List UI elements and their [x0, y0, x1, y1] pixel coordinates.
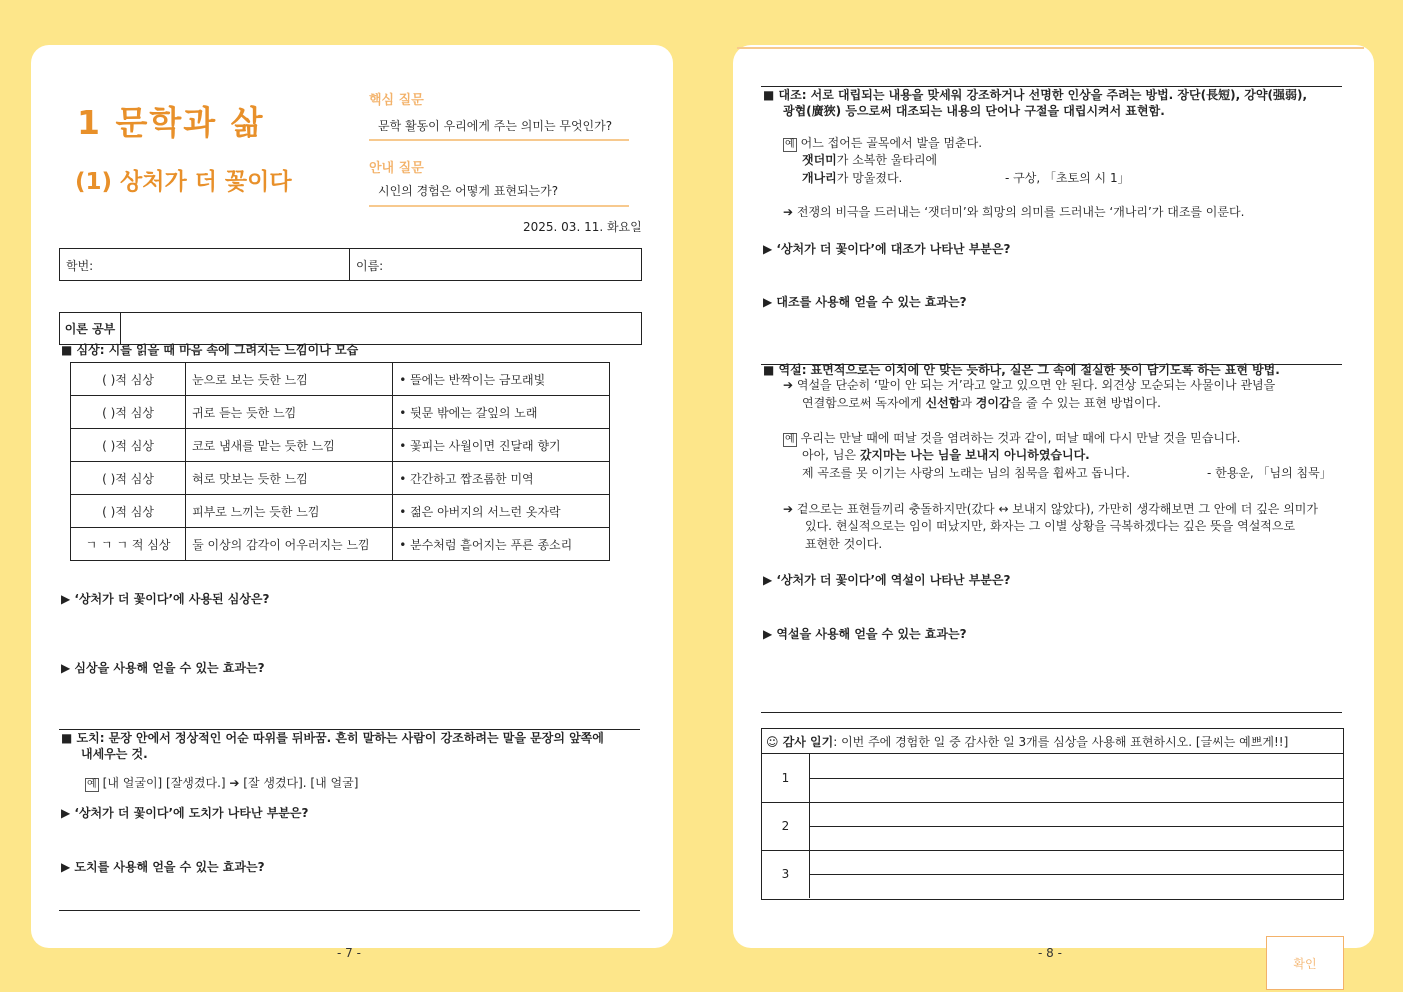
text: 아아, 님은 — [802, 448, 860, 462]
theory-box — [59, 312, 642, 345]
daejo-example-line1 — [783, 135, 982, 152]
divider — [761, 712, 1342, 713]
diary-entry-line[interactable] — [810, 802, 1343, 827]
guide-question: 시인의 경험은 어떻게 표현되는가? — [378, 184, 559, 198]
simsang-row — [71, 429, 610, 462]
name-label: 이름: — [356, 259, 384, 273]
page-left — [31, 45, 673, 948]
diary-instruction: : 이번 주에 경험한 일 중 감사한 일 3개를 심상을 사용해 표현하시오. [글씨는 예쁘게!!] — [833, 735, 1289, 749]
yeok-note2-end: 표현한 것이다. — [805, 537, 883, 551]
yeok-note2: ➔ 겉으로는 표현들끼리 충돌하지만(갔다 ↔ 보내지 않았다), 가만히 생각해보면 그 안에 더 깊은 의미가 — [783, 502, 1318, 516]
page-right — [733, 45, 1374, 948]
simsang-row — [71, 363, 610, 396]
question-yeok-effect: ▶ 역설을 사용해 얻을 수 있는 효과는? — [763, 627, 967, 641]
simsang-example: • 꽃피는 사월이면 진달래 향기 — [393, 429, 610, 462]
diary-row-number: 3 — [762, 850, 810, 898]
simsang-row — [71, 528, 610, 561]
text: 우리는 만날 때에 떠날 것을 염려하는 것과 같이, 떠날 때에 다시 만날 것을 믿습니다. — [800, 431, 1241, 445]
example-icon: 예 — [87, 779, 97, 790]
yeok-note1: ➔ 역설을 단순히 ‘말이 안 되는 거’라고 알고 있으면 안 된다. 외견상 모순되는 사물이나 관념을 — [783, 378, 1276, 392]
diary-entry-line[interactable] — [810, 826, 1343, 851]
student-no-label: 학번: — [66, 259, 94, 273]
student-no-field[interactable] — [60, 249, 350, 280]
text: 연결함으로써 독자에게 — [802, 396, 926, 410]
text: 잿더미 — [802, 153, 837, 167]
simsang-type: ( )적 심상 — [71, 396, 186, 429]
simsang-example: • 젊은 아버지의 서느런 옷자락 — [393, 495, 610, 528]
diary-row-number: 1 — [762, 754, 810, 803]
text: 개나리 — [802, 171, 837, 185]
yeok-example-line2 — [802, 447, 1090, 464]
diary-entry-line[interactable] — [810, 754, 1343, 779]
question-dochi-used: ▶ ‘상처가 더 꽃이다’에 도치가 나타난 부분은? — [61, 806, 309, 820]
simsang-description: 둘 이상의 감각이 어우러지는 느낌 — [186, 528, 393, 561]
page-number-left: - 7 - — [337, 946, 361, 960]
text: 을 줄 수 있는 표현 방법이다. — [1010, 396, 1161, 410]
name-field[interactable] — [350, 249, 641, 280]
yeok-definition: ■ 역설: 표면적으로는 이치에 안 맞는 듯하나, 실은 그 속에 절실한 뜻이 담기도록 하는 표현 방법. — [763, 363, 1280, 377]
divider — [369, 205, 629, 207]
simsang-description: 눈으로 보는 듯한 느낌 — [186, 363, 393, 396]
diary-row-number: 2 — [762, 802, 810, 851]
text: 가 소복한 울타리에 — [836, 153, 938, 167]
yeok-example-line3: 제 곡조를 못 이기는 사랑의 노래는 님의 침묵을 휩싸고 돕니다. — [802, 466, 1130, 480]
simsang-type: ( )적 심상 — [71, 462, 186, 495]
simsang-row — [71, 462, 610, 495]
student-info-box — [59, 248, 642, 281]
simsang-description: 혀로 맛보는 듯한 느낌 — [186, 462, 393, 495]
daejo-note: ➔ 전쟁의 비극을 드러내는 ‘잿더미’와 희망의 의미를 드러내는 ‘개나리’가 대조를 이룬다. — [783, 205, 1245, 219]
chapter-title: 1 문학과 삶 — [77, 103, 265, 142]
text: 신선함 — [925, 396, 961, 410]
daejo-definition-cont: 광협(廣狹) 등으로써 대조되는 내용의 단어나 구절을 대립시켜서 표현함. — [783, 104, 1165, 118]
simsang-example: • 뜰에는 반짝이는 금모래빛 — [393, 363, 610, 396]
text: 가 망울졌다. — [836, 171, 903, 185]
yeok-note1-cont — [802, 395, 1161, 412]
text: 경이감 — [975, 396, 1011, 410]
simsang-type: ㄱ ㄱ ㄱ 적 심상 — [71, 528, 186, 561]
top-divider — [737, 47, 1364, 49]
confirm-button[interactable]: 확인 — [1266, 936, 1344, 990]
dochi-definition: ■ 도치: 문장 안에서 정상적인 어순 따위를 뒤바꿈. 흔히 말하는 사람이 강조하려는 말을 문장의 앞쪽에 — [61, 731, 604, 745]
core-question: 문학 활동이 우리에게 주는 의미는 무엇인가? — [378, 119, 613, 133]
yeok-note2-cont: 있다. 현실적으로는 임이 떠났지만, 화자는 그 이별 상황을 극복하겠다는 깊은 뜻을 역설적으로 — [805, 519, 1296, 533]
divider — [59, 910, 640, 911]
text: 어느 접어든 골목에서 발을 멈춘다. — [800, 136, 983, 150]
question-dochi-effect: ▶ 도치를 사용해 얻을 수 있는 효과는? — [61, 860, 265, 874]
gratitude-diary — [761, 728, 1344, 900]
diary-title: ☺ 감사 일기 — [766, 735, 834, 749]
theory-label: 이론 공부 — [60, 313, 121, 344]
daejo-example-line2 — [802, 152, 937, 169]
divider — [369, 139, 629, 141]
simsang-row — [71, 495, 610, 528]
simsang-definition: ■ 심상: 시를 읽을 때 마음 속에 그려지는 느낌이나 모습 — [61, 343, 359, 357]
diary-entry-line[interactable] — [810, 778, 1343, 803]
date: 2025. 03. 11. 화요일 — [523, 220, 642, 234]
simsang-type: ( )적 심상 — [71, 429, 186, 462]
text: 과 — [960, 396, 976, 410]
example-icon: 예 — [785, 434, 795, 445]
question-simsang-effect: ▶ 심상을 사용해 얻을 수 있는 효과는? — [61, 661, 265, 675]
lesson-title: (1) 상처가 더 꽃이다 — [75, 169, 292, 195]
core-question-label: 핵심 질문 — [369, 93, 424, 108]
yeok-source: - 한용운, 「님의 침묵」 — [1207, 466, 1332, 480]
text: 갔지마는 나는 님을 보내지 아니하였습니다. — [859, 448, 1090, 462]
question-yeok-used: ▶ ‘상처가 더 꽃이다’에 역설이 나타난 부분은? — [763, 573, 1011, 587]
yeok-example-line1 — [783, 430, 1240, 447]
daejo-definition: ■ 대조: 서로 대립되는 내용을 맞세워 강조하거나 선명한 인상을 주려는 방법. 장단(長短), 강약(强弱), — [763, 88, 1308, 102]
question-simsang-used: ▶ ‘상처가 더 꽃이다’에 사용된 심상은? — [61, 592, 270, 606]
dochi-example-text: [내 얼굴이] [잘생겼다.] ➔ [잘 생겼다]. [내 얼굴] — [102, 776, 359, 790]
dochi-example — [85, 775, 358, 792]
daejo-source: - 구상, 「초토의 시 1」 — [1005, 171, 1130, 185]
simsang-example: • 분수처럼 흩어지는 푸른 종소리 — [393, 528, 610, 561]
question-daejo-effect: ▶ 대조를 사용해 얻을 수 있는 효과는? — [763, 295, 967, 309]
simsang-example: • 뒷문 밖에는 갈잎의 노래 — [393, 396, 610, 429]
diary-entry-line[interactable] — [810, 850, 1343, 875]
simsang-type: ( )적 심상 — [71, 363, 186, 396]
simsang-description: 피부로 느끼는 듯한 느낌 — [186, 495, 393, 528]
simsang-example: • 간간하고 짭조롬한 미역 — [393, 462, 610, 495]
question-daejo-used: ▶ ‘상처가 더 꽃이다’에 대조가 나타난 부분은? — [763, 242, 1011, 256]
daejo-example-line3 — [802, 170, 902, 187]
simsang-description: 귀로 듣는 듯한 느낌 — [186, 396, 393, 429]
simsang-table — [70, 362, 610, 561]
diary-prompt — [766, 734, 1288, 751]
simsang-row — [71, 396, 610, 429]
dochi-definition-cont: 내세우는 것. — [81, 747, 148, 761]
diary-entry-line[interactable] — [810, 874, 1343, 898]
example-icon: 예 — [785, 139, 795, 150]
simsang-type: ( )적 심상 — [71, 495, 186, 528]
simsang-description: 코로 냄새를 맡는 듯한 느낌 — [186, 429, 393, 462]
guide-question-label: 안내 질문 — [369, 161, 424, 176]
page-number-right: - 8 - — [1038, 946, 1062, 960]
